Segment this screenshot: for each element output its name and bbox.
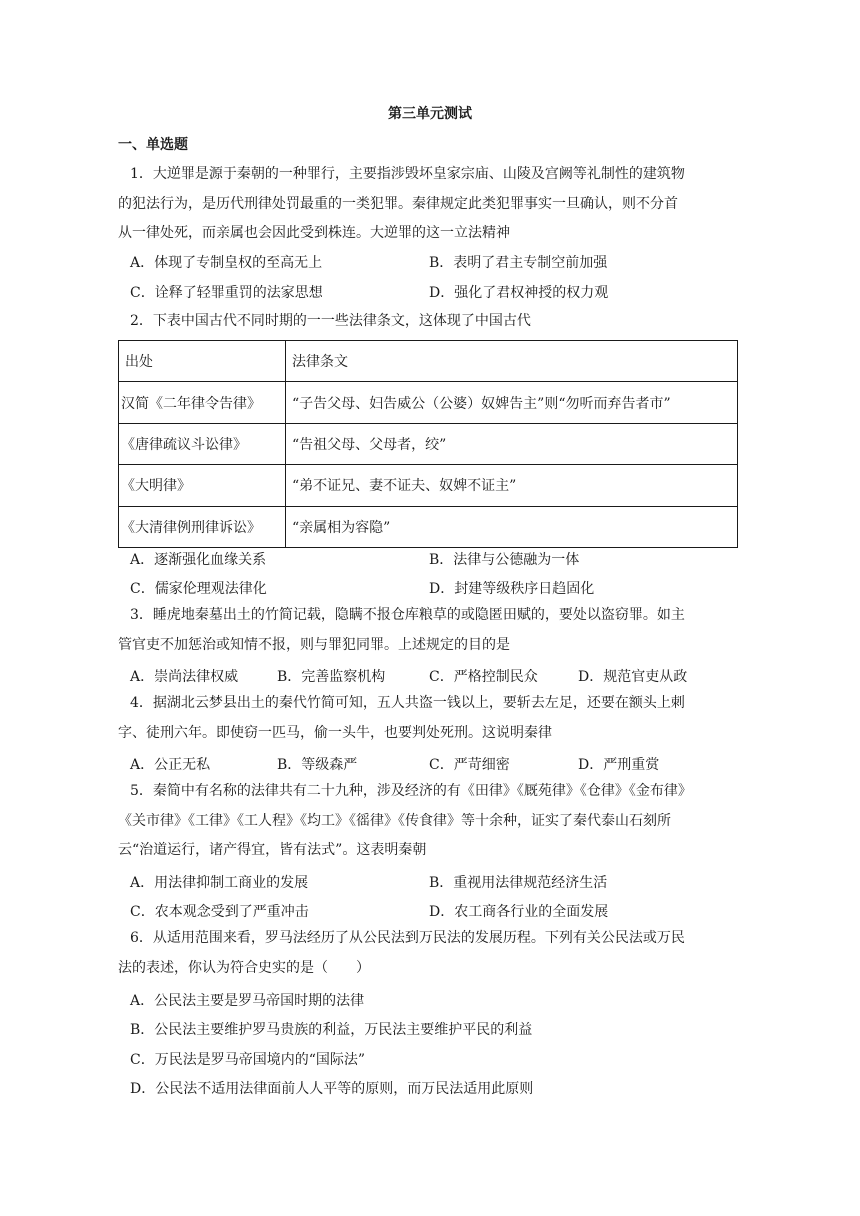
question-line: 从一律处死，而亲属也会因此受到株连。大逆罪的这一立法精神 — [118, 225, 510, 242]
question-line: 5．秦简中有名称的法律共有二十九种，涉及经济的有《田律》《厩苑律》《仓律》《金布律》 — [130, 783, 692, 799]
option-d[interactable]: D．公民法不适用法律面前人人平等的原则，而万民法适用此原则 — [130, 1081, 534, 1097]
option-c[interactable]: C．严苛细密 — [429, 757, 510, 773]
table-row — [119, 382, 738, 423]
option-b[interactable]: B．表明了君主专制空前加强 — [429, 255, 608, 271]
question-line: 1．大逆罪是源于秦朝的一种罪行，主要指涉毁坏皇家宗庙、山陵及宫阙等礼制性的建筑物 — [130, 166, 685, 182]
option-c[interactable]: C．儒家伦理观法律化 — [130, 581, 267, 597]
table-header-source: 出处 — [119, 341, 286, 382]
question-line: 的犯法行为，是历代刑律处罚最重的一类犯罪。秦律规定此类犯罪事实一旦确认，则不分首 — [118, 195, 678, 212]
question-line: 云“治道运行，诸产得宜，皆有法式”。这表明秦朝 — [118, 842, 427, 859]
question-3 — [118, 601, 742, 660]
question-6 — [118, 924, 742, 983]
option-a[interactable]: A．逐渐强化血缘关系 — [130, 552, 267, 568]
table-row — [119, 465, 738, 506]
table-cell: 《大明律》 — [119, 465, 286, 506]
question-line: 4．据湖北云梦县出土的秦代竹简可知，五人共盗一钱以上，要斩去左足，还要在额头上刺 — [130, 695, 685, 711]
option-d[interactable]: D．规范官吏从政 — [578, 669, 688, 685]
option-a[interactable]: A．公正无私 — [130, 757, 211, 773]
question-line: 3．睡虎地秦墓出土的竹简记载，隐瞒不报仓库粮草的或隐匿田赋的，要处以盗窃罪。如主 — [130, 607, 685, 623]
option-a[interactable]: A．体现了专制皇权的至高无上 — [130, 255, 323, 271]
table-row — [119, 423, 738, 464]
option-a[interactable]: A．公民法主要是罗马帝国时期的法律 — [130, 993, 365, 1009]
question-4 — [118, 689, 742, 748]
law-table — [118, 340, 738, 548]
option-b[interactable]: B．法律与公德融为一体 — [429, 552, 580, 568]
option-c[interactable]: C．农本观念受到了严重冲击 — [130, 904, 309, 920]
table-cell: 《唐律疏议斗讼律》 — [119, 423, 286, 464]
table-cell: 汉简《二年律令告律》 — [119, 382, 286, 423]
option-b[interactable]: B．公民法主要维护罗马贵族的利益，万民法主要维护平民的利益 — [130, 1022, 533, 1038]
question-line: 6．从适用范围来看，罗马法经历了从公民法到万民法的发展历程。下列有关公民法或万民 — [130, 930, 685, 946]
table-cell: “亲属相为容隐” — [286, 506, 738, 547]
option-b[interactable]: B．完善监察机构 — [277, 669, 386, 685]
table-cell: “告祖父母、父母者，绞” — [286, 423, 738, 464]
option-c[interactable]: C．严格控制民众 — [429, 669, 538, 685]
option-b[interactable]: B．重视用法律规范经济生活 — [429, 875, 608, 891]
question-line: 《关市律》《工律》《工人程》《均工》《徭律》《传食律》等十余种，证实了秦代泰山石刻所 — [118, 812, 671, 829]
question-2 — [130, 307, 742, 337]
question-1 — [118, 160, 742, 249]
option-b[interactable]: B．等级森严 — [277, 757, 358, 773]
option-c[interactable]: C．诠释了轻罪重罚的法家思想 — [130, 285, 323, 301]
option-a[interactable]: A．崇尚法律权威 — [130, 669, 239, 685]
option-d[interactable]: D．强化了君权神授的权力观 — [429, 285, 609, 301]
option-a[interactable]: A．用法律抑制工商业的发展 — [130, 875, 309, 891]
table-row — [119, 506, 738, 547]
option-d[interactable]: D．封建等级秩序日趋固化 — [429, 581, 595, 597]
table-header-row — [119, 341, 738, 382]
question-line: 2．下表中国古代不同时期的一一些法律条文，这体现了中国古代 — [130, 313, 531, 329]
option-c[interactable]: C．万民法是罗马帝国境内的“国际法” — [130, 1052, 366, 1068]
option-d[interactable]: D．农工商各行业的全面发展 — [429, 904, 609, 920]
table-cell: “子告父母、妇告威公（公婆）奴婢告主”则“勿听而弃告者市” — [286, 382, 738, 423]
option-d[interactable]: D．严刑重赏 — [578, 757, 660, 773]
question-line: 法的表述，你认为符合史实的是（ ） — [118, 959, 370, 976]
table-header-text: 法律条文 — [286, 341, 738, 382]
table-cell: “弟不证兄、妻不证夫、奴婢不证主” — [286, 465, 738, 506]
section-heading: 一、单选题 — [118, 137, 188, 153]
question-line: 字、徒刑六年。即使窃一匹马，偷一头牛，也要判处死刑。这说明秦律 — [118, 724, 552, 741]
question-line: 管官吏不加惩治或知情不报，则与罪犯同罪。上述规定的目的是 — [118, 636, 510, 653]
question-5 — [118, 777, 742, 866]
table-cell: 《大清律例刑律诉讼》 — [119, 506, 286, 547]
page-title: 第三单元测试 — [388, 106, 472, 122]
